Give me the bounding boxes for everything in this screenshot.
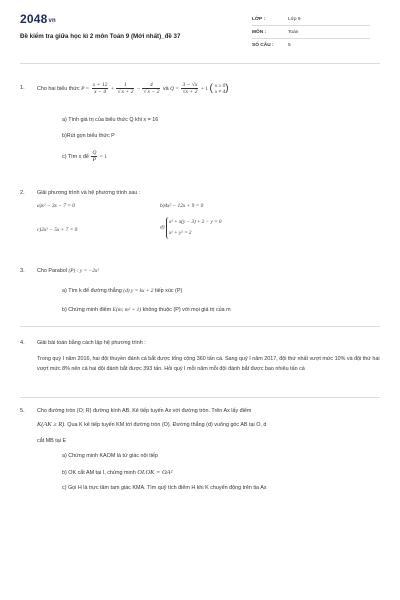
q2-part-b: b)4x² − 12x + 9 = 0 — [160, 203, 204, 209]
q5-part-b — [62, 469, 172, 477]
q1-p-frac-1 — [92, 82, 109, 95]
q1-part-c-frac — [91, 150, 97, 163]
meta-count-key: SỐ CÂU : — [252, 43, 274, 48]
q1-part-a: a) Tính giá trị của biểu thức Q khi x = 16 — [62, 117, 159, 123]
q1-condition-1: x ≥ 0 — [214, 82, 226, 89]
question-1-expression: Cho hai biểu thức P = $\frac{x + 12}{x - 4}$ + $\frac{1}{√x + 2}$ − $\frac{4}{√x - 2}$ và Q = $\frac{3 - √x}{√x + 2}$ + 1 ( x ≥ 0 x ≠ 4 ) — [37, 82, 229, 95]
q1-part-c-num: Q — [92, 150, 97, 156]
q2-part-d-label: d) — [160, 224, 165, 231]
q1-q-frac-den: √x + 2 — [182, 89, 198, 95]
meta-count-value: 5 — [288, 43, 291, 48]
q1-p-frac-3-den: x − 2 — [147, 89, 160, 95]
q1-p-frac-1-den: x − 4 — [94, 89, 107, 95]
q2-system — [166, 217, 221, 239]
q3-part-a-tail: tiếp xúc (P) — [154, 288, 183, 294]
site-logo[interactable] — [20, 12, 56, 26]
q1-part-c — [62, 150, 107, 163]
q5-line-1: Cho đường tròn (O; R) đường kính AB. Kẻ tiếp tuyến Ax với đường tròn. Trên Ax lấy điểm — [37, 408, 252, 414]
q2-part-c: c)2x² − 5x + 7 = 0 — [37, 227, 78, 233]
q5-line-2-text: . Qua K kẻ tiếp tuyến KM tới đường tròn (O). Đường thẳng (d) vuông góc AB tại O, d — [64, 422, 267, 428]
q3-intro-text: Cho Parabol — [37, 268, 67, 274]
q5-part-a: a) Chứng minh KAOM là tứ giác nội tiếp — [62, 453, 158, 459]
q2-part-d — [160, 217, 221, 239]
q1-condition — [213, 83, 225, 95]
sqrt-symbol: √ — [117, 89, 121, 95]
section-divider — [20, 397, 380, 398]
q1-part-c-den: P — [92, 157, 97, 163]
q1-q-plus: + 1 — [200, 85, 208, 92]
meta-divider — [252, 38, 370, 39]
q1-p-lhs: P = — [81, 85, 90, 92]
meta-divider — [252, 25, 370, 26]
question-2-intro: Giải phương trình và hệ phương trình sau : — [37, 190, 141, 196]
q1-p-frac-2-den-wrap — [116, 89, 134, 95]
q3-parabola: (P) : y = −2x² — [68, 268, 99, 274]
question-3-number: 3. — [20, 268, 25, 274]
question-4-intro: Giải bài toán bằng cách lập hệ phương trình : — [37, 340, 146, 346]
q1-p-frac-3-num: 4 — [142, 82, 160, 89]
question-5-number: 5. — [20, 408, 25, 414]
q5-line-2 — [37, 421, 382, 429]
q1-intro: Cho hai biểu thức — [37, 85, 80, 92]
q2-system-eq-1: x² + x(y − 3) + 2 − y = 0 — [169, 219, 222, 225]
q3-part-a-text: a) Tìm k để đường thẳng — [62, 288, 122, 294]
q2-system-eq-2: x² + y² = 2 — [169, 230, 192, 236]
q1-part-c-eq: = 1 — [99, 153, 107, 160]
q1-part-c-text: c) Tìm x để — [62, 153, 89, 160]
meta-class-key: LỚP : — [252, 17, 266, 22]
question-1-number: 1. — [20, 85, 25, 91]
q1-p-frac-2 — [116, 82, 134, 95]
question-2-number: 2. — [20, 190, 25, 196]
section-divider — [20, 326, 380, 327]
question-4-body: Trong quý I năm 2016, hai đội thuyền đánh cá bắt được tổng cộng 360 tấn cá. Sang quý I năm 2017, đội thứ nhất vượt mức 10% và đội thứ hai vượt mức 8% nên cả hai đội đánh bắt được 393 tấn. Hỏi quý I mỗi năm mỗi đội đánh bắt được bao nhiêu tấn cá — [37, 356, 380, 372]
q3-part-a — [62, 288, 182, 295]
q1-p-frac-2-den: x + 2 — [121, 89, 134, 95]
q1-q-lhs: Q = — [170, 85, 179, 92]
q1-part-b: b)Rút gọn biểu thức P — [62, 133, 115, 139]
q1-and: và — [162, 85, 169, 92]
q5-part-c: c) Gọi H là trực tâm tam giác KMA. Tìm quỹ tích điểm H khi K chuyển động trên tia Ax — [62, 485, 267, 491]
q1-p-frac-2-num: 1 — [116, 82, 134, 89]
q1-p-frac-3 — [142, 82, 160, 95]
section-divider — [20, 63, 380, 64]
q3-line: (d) y = kx + 2 — [123, 288, 154, 294]
meta-subject-key: MÔN : — [252, 30, 267, 35]
q3-point-e: E(m; m² + 1) — [112, 307, 142, 313]
q3-part-b-tail: không thuộc (P) với mọi giá trị của m — [142, 307, 231, 313]
q1-q-frac — [181, 82, 198, 95]
document-title: Đề kiểm tra giữa học kì 2 môn Toán 9 (Mới nhất)_đề 37 — [20, 33, 181, 40]
logo-text: 2048 — [20, 12, 48, 26]
question-3-intro — [37, 268, 99, 275]
q3-part-b-text: b) Chứng minh điểm — [62, 307, 112, 313]
q5-identity: OI.OK = OA² — [137, 469, 173, 476]
q1-p-frac-1-num: x + 12 — [92, 82, 108, 88]
q1-p-frac-3-den-wrap: √x − 2 — [143, 89, 160, 95]
q5-point-k: K(AK ≥ R) — [37, 421, 65, 428]
logo-suffix: vn — [48, 18, 56, 24]
q5-line-3: cắt MB tại E — [37, 438, 67, 444]
question-4-number: 4. — [20, 340, 25, 346]
meta-subject-value: Toán — [288, 30, 299, 35]
meta-class-value: Lớp 9 — [288, 17, 301, 22]
q1-condition-2: x ≠ 4 — [214, 88, 226, 95]
q3-part-b — [62, 307, 231, 314]
q1-q-frac-num: 3 − √x — [182, 82, 198, 88]
q5-part-b-text: b) OK cắt AM tại I, chứng minh — [62, 470, 136, 476]
q2-part-a: a)x² − 3x − 7 = 0 — [37, 203, 75, 209]
